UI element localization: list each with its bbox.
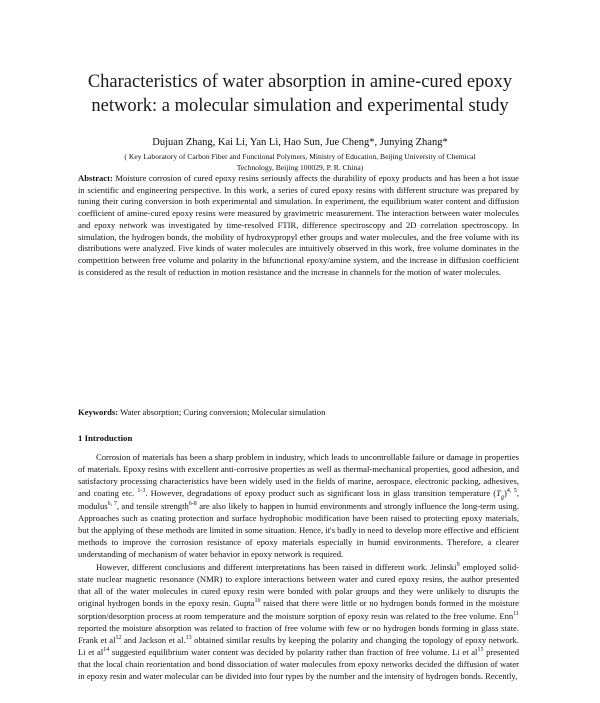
author-list: Dujuan Zhang, Kai Li, Yan Li, Hao Sun, Jue Cheng*, Junying Zhang* <box>152 137 448 148</box>
paper-title <box>40 70 560 118</box>
title-line-1: Characteristics of water absorption in amine-cured epoxy <box>87 72 513 92</box>
citation: 15 <box>477 647 484 654</box>
p1-text-e: , and tensile strength <box>116 500 189 511</box>
p1-text-f: are also likely to happen in humid environments and strongly influence the long-term using. Approaches such as coating protection and surface hydrophobic modification have been raised to protecting epoxy materials, but the applying of these methods are limited in some situation. Hence, it's badly in need to develop more effective and efficient methods to improve the corrosion resistance of epoxy materials especially in humid environments. Therefore, a clearer understanding of mechanism of water behavior in epoxy network is required. <box>78 500 520 560</box>
citation: 12 <box>115 635 122 642</box>
citation: 11 <box>513 610 519 617</box>
p1-text-a: Corrosion of materials has been a sharp problem in industry, which leads to uncontrollable failure or damage in properties of materials. Epoxy resins with excellent anti-corrosive properties as well as thermal-mechanical properties, good adhesion, and satisfactory processing characteristics have been widely used in the fields of marine, aerospace, electronic packing, adhesives, and coating etc. <box>78 452 519 499</box>
abstract <box>78 173 519 278</box>
p1-text-b: . However, degradations of epoxy product such as significant loss in glass transition temperature ( <box>145 488 497 499</box>
affiliation <box>70 151 530 173</box>
citation: 10 <box>254 598 261 605</box>
citation: 1-3 <box>137 488 146 495</box>
keywords-text: Water absorption; Curing conversion; Molecular simulation <box>118 407 326 417</box>
affiliation-line-2: Technology, Beijing 100029, P. R. China) <box>236 163 364 172</box>
p1-text-d: , modulus <box>78 488 519 511</box>
intro-paragraph-2 <box>78 561 519 683</box>
abstract-text: Moisture corrosion of cured epoxy resins seriously affects the durability of epoxy products and has been a hot issue in scientific and engineering perspective. In this work, a series of cured epoxy resins with different structure was prepared by tuning their curing conversion in both experimental and simulation. In experiment, the equilibrium water content and diffusion coefficient of amine-cured epoxy resins were measured by gravimetric measurement. The interaction between water molecules and epoxy network was investigated by time-resolved FTIR, difference spectroscopy and 2D correlation spectroscopy. In simulation, the hydrogen bonds, the mobility of hydroxypropyl ether groups and water molecules, and the free volume with its distributions were analyzed. Five kinds of water molecules are intuitively observed in this work, free volume dominates in the competition between free volume and polarity in the bifunctional epoxy/amine system, and the increase in diffusion coefficient is considered as the result of reduction in motion resistance and the increase in channels for the motion of water molecules. <box>78 173 519 277</box>
tg-subscript: g <box>500 495 504 502</box>
p2-text-f: obtained similar results by keeping the polarity and changing the topology of epoxy network. Li et al <box>78 634 519 658</box>
p2-text-h: presented that the local chain reorientation and bond dissociation of water molecules from epoxy networks decided the diffusion of water in epoxy resin and water molecular can be divided into four types by the number and the intensity of hydrogen bonds. Recently, <box>78 647 519 682</box>
keywords <box>78 407 519 419</box>
affiliation-line-1: ( Key Laboratory of Carbon Fiber and Functional Polymers, Ministry of Education, Beijing University of Chemical <box>124 152 476 161</box>
p2-text-g: suggested equilibrium water content was decided by polarity rather than fraction of free volume. Li et al <box>109 647 478 658</box>
citation: 13 <box>185 635 192 642</box>
title-line-2: network: a molecular simulation and experimental study <box>91 96 509 116</box>
keywords-label: Keywords: <box>78 407 119 417</box>
tg-symbol: T <box>496 488 501 499</box>
p2-text-d: reported the moisture absorption was related to fraction of free volume with few or no hydrogen bonds forming in glass state. Frank et al <box>78 622 519 645</box>
citation: 6-8 <box>188 500 197 507</box>
citation: 4, 5 <box>506 488 517 495</box>
abstract-label: Abstract: <box>78 173 113 183</box>
p2-text-b: employed solid-state nuclear magnetic resonance (NMR) to explore interactions between water and cured epoxy resins, the author presented that all of the water molecules in cured epoxy resin were bonded with polar groups and they were unlikely to disrupts the original hydrogen bonds in the epoxy resin. Gupta <box>78 562 519 609</box>
p2-text-c: raised that there were little or no hydrogen bonds formed in the moisture sorption/desorption process at room temperature and the moisture sorption of epoxy resin was related to the free volume. Enn <box>78 598 519 621</box>
citation: 6, 7 <box>107 500 117 507</box>
citation: 9 <box>456 562 460 569</box>
p2-text-a: However, different conclusions and different interpretations has been raised in different work. Jelinski <box>96 562 457 572</box>
p1-text-c: ) <box>503 488 507 499</box>
citation: 14 <box>103 647 110 654</box>
section-heading: 1 Introduction <box>78 433 133 443</box>
p2-text-e: and Jackson et al. <box>121 634 186 645</box>
intro-paragraph-1 <box>78 451 519 560</box>
